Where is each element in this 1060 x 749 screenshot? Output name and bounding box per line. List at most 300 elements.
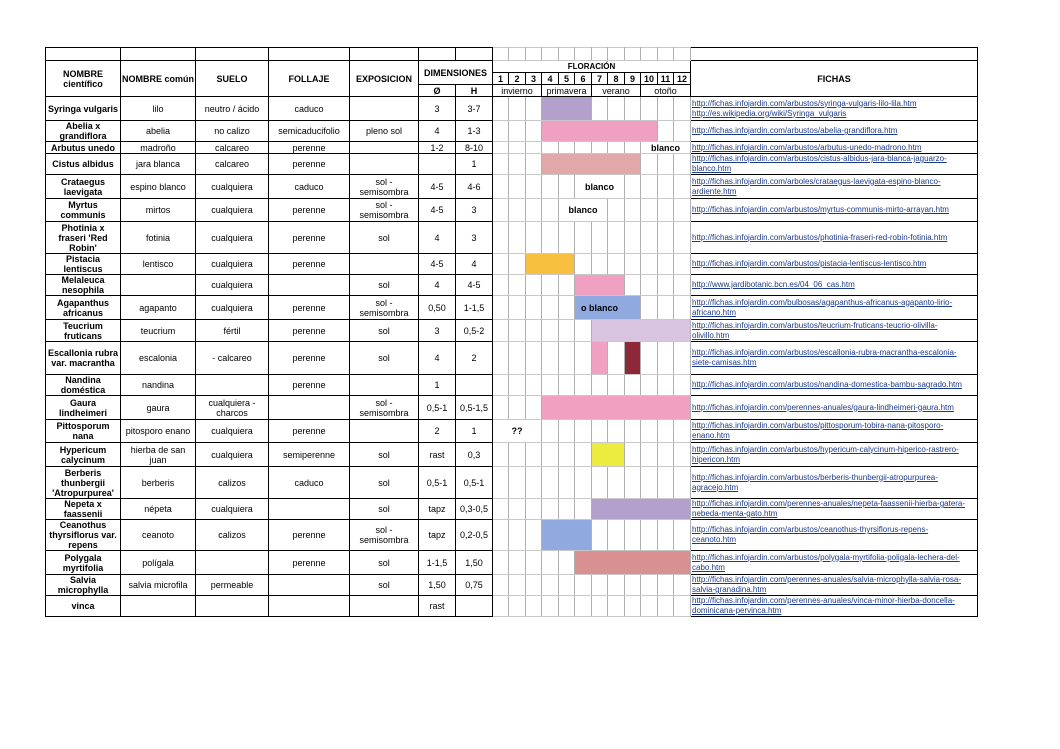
ficha-link[interactable]: http://fichas.infojardin.com/arbustos/pittosporum-tobira-nana-pitosporo- bbox=[692, 421, 944, 430]
exposure: sol - semisombra bbox=[350, 396, 419, 420]
ficha-link[interactable]: http://fichas.infojardin.com/arbustos/berberis-thunbergii-atropurpurea- bbox=[692, 472, 938, 482]
flowering-bar-month-11 bbox=[658, 499, 674, 520]
fichas-links bbox=[691, 467, 978, 499]
month-cell-4 bbox=[542, 222, 559, 254]
month-cell-9 bbox=[625, 222, 641, 254]
month-cell-2 bbox=[509, 342, 526, 375]
month-cell-3 bbox=[526, 275, 542, 296]
flowering-bar-month-8 bbox=[608, 320, 625, 342]
fichas-links bbox=[691, 154, 978, 175]
flowering-bar-month-3 bbox=[526, 254, 542, 275]
ficha-link[interactable]: enano.htm bbox=[692, 431, 730, 440]
foliage: perenne bbox=[269, 342, 350, 375]
fichas-links bbox=[691, 320, 978, 342]
col-nombre-comun: NOMBRE común bbox=[121, 61, 196, 97]
month-cell-11 bbox=[658, 296, 674, 320]
month-cell-3 bbox=[526, 154, 542, 175]
month-3: 3 bbox=[526, 73, 542, 85]
diameter: 0,5-1 bbox=[419, 396, 456, 420]
empty-header-row bbox=[46, 48, 978, 61]
exposure: sol bbox=[350, 342, 419, 375]
month-cell-6 bbox=[575, 443, 592, 467]
month-cell-2 bbox=[509, 396, 526, 420]
month-cell-5 bbox=[559, 275, 575, 296]
foliage: perenne bbox=[269, 154, 350, 175]
exposure: sol bbox=[350, 275, 419, 296]
scientific-name: Escallonia rubra var. macrantha bbox=[46, 342, 121, 375]
soil bbox=[196, 551, 269, 575]
ficha-link[interactable]: http://fichas.infojardin.com/arbustos/pistacia-lentiscus-lentisco.htm bbox=[692, 259, 927, 268]
flowering-bar-month-8 bbox=[608, 443, 625, 467]
flowering-bar-month-4 bbox=[542, 97, 559, 121]
month-cell-11 bbox=[658, 222, 674, 254]
flowering-bar-month-7 bbox=[592, 396, 608, 420]
height bbox=[456, 375, 493, 396]
ficha-link[interactable]: http://fichas.infojardin.com/arbustos/abelia-grandiflora.htm bbox=[692, 126, 898, 135]
scientific-name: vinca bbox=[46, 596, 121, 617]
ficha-link[interactable]: blanco.htm bbox=[692, 164, 732, 173]
month-cell-5 bbox=[559, 342, 575, 375]
month-cell-5 bbox=[559, 467, 575, 499]
diameter: 1,50 bbox=[419, 575, 456, 596]
month-cell-8 bbox=[608, 520, 625, 551]
month-cell-1 bbox=[493, 175, 509, 199]
scientific-name: Nandina doméstica bbox=[46, 375, 121, 396]
ficha-link[interactable]: http://fichas.infojardin.com/arbustos/escallonia-rubra-macrantha-escalonia- bbox=[692, 348, 957, 357]
flowering-bar-month-5 bbox=[559, 154, 575, 175]
flowering-bar-month-6 bbox=[575, 97, 592, 121]
month-cell-11 bbox=[658, 199, 674, 222]
month-cell-3 bbox=[526, 342, 542, 375]
table-row bbox=[46, 520, 978, 551]
floracion-spreadsheet bbox=[45, 47, 978, 617]
common-name: teucrium bbox=[121, 320, 196, 342]
flowering-bar-month-7 bbox=[592, 154, 608, 175]
scientific-name: Cistus albidus bbox=[46, 154, 121, 175]
scientific-name: Gaura lindheimeri bbox=[46, 396, 121, 420]
plant-rows bbox=[46, 97, 978, 617]
scientific-name: Berberis thunbergii 'Atropurpurea' bbox=[46, 467, 121, 499]
ficha-link[interactable]: http://fichas.infojardin.com/perennes-anuales/salvia-microphylla-salvia-rosa- bbox=[692, 575, 962, 584]
month-cell-3 bbox=[526, 199, 542, 222]
month-cell-6 bbox=[575, 342, 592, 375]
ficha-link[interactable]: siete-camisas.htm bbox=[692, 358, 757, 367]
flowering-bar-month-6 bbox=[575, 551, 592, 575]
diameter: 1 bbox=[419, 375, 456, 396]
month-cell-11 bbox=[658, 154, 674, 175]
soil: cualquiera bbox=[196, 420, 269, 443]
height: 0,5-2 bbox=[456, 320, 493, 342]
height: 1-3 bbox=[456, 121, 493, 142]
flowering-bar-month-7 bbox=[592, 320, 608, 342]
table-row bbox=[46, 121, 978, 142]
month-cell-4 bbox=[542, 142, 559, 154]
month-cell-12 bbox=[674, 443, 691, 467]
month-cell-4 bbox=[542, 175, 559, 199]
foliage bbox=[269, 499, 350, 520]
month-5: 5 bbox=[559, 73, 575, 85]
table-row bbox=[46, 254, 978, 275]
scientific-name: Abelia x grandiflora bbox=[46, 121, 121, 142]
month-cell-1 bbox=[493, 320, 509, 342]
height: 8-10 bbox=[456, 142, 493, 154]
ficha-link[interactable]: http://fichas.infojardin.com/perennes-anuales/nepeta-faassenii-hierba-gatera- bbox=[692, 499, 966, 508]
scientific-name: Syringa vulgaris bbox=[46, 97, 121, 121]
month-cell-5 bbox=[559, 596, 575, 617]
foliage: perenne bbox=[269, 199, 350, 222]
col-floracion: FLORACIÓN bbox=[493, 61, 691, 73]
flowering-bar-month-9 bbox=[625, 551, 641, 575]
ficha-link[interactable]: http://fichas.infojardin.com/bulbosas/agapanthus-africanus-agapanto-lirio- bbox=[692, 297, 953, 307]
common-name: jara blanca bbox=[121, 154, 196, 175]
table-row bbox=[46, 443, 978, 467]
month-cell-5 bbox=[559, 222, 575, 254]
exposure: sol - semisombra bbox=[350, 520, 419, 551]
ficha-link[interactable]: olivillo.htm bbox=[692, 330, 730, 340]
common-name: berberis bbox=[121, 467, 196, 499]
flowering-bar-month-9 bbox=[625, 121, 641, 142]
month-cell-3 bbox=[526, 320, 542, 342]
flowering-bar-month-7 bbox=[592, 499, 608, 520]
ficha-link[interactable]: ceanoto.htm bbox=[692, 535, 737, 544]
col-altura: H bbox=[456, 85, 493, 97]
ficha-link[interactable]: http://fichas.infojardin.com/arbustos/cistus-albidus-jara-blanca-jaguarzo- bbox=[692, 154, 947, 163]
fichas-links bbox=[691, 396, 978, 420]
foliage: caduco bbox=[269, 175, 350, 199]
month-cell-2 bbox=[509, 443, 526, 467]
soil: calcareo bbox=[196, 142, 269, 154]
flowering-bar-month-4 bbox=[542, 396, 559, 420]
flowering-bar-month-6 bbox=[575, 520, 592, 551]
common-name: ceanoto bbox=[121, 520, 196, 551]
soil: cualquiera bbox=[196, 443, 269, 467]
month-cell-4 bbox=[542, 420, 559, 443]
fichas-links bbox=[691, 296, 978, 320]
month-cell-11 bbox=[658, 467, 674, 499]
table-row bbox=[46, 396, 978, 420]
ficha-link[interactable]: nebeda-menta-gato.htm bbox=[692, 509, 778, 518]
table-row bbox=[46, 551, 978, 575]
diameter: 4 bbox=[419, 342, 456, 375]
common-name: espino blanco bbox=[121, 175, 196, 199]
month-cell-10 bbox=[641, 275, 658, 296]
soil: - calcareo bbox=[196, 342, 269, 375]
month-cell-2 bbox=[509, 97, 526, 121]
month-cell-9 bbox=[625, 275, 641, 296]
diameter: 3 bbox=[419, 97, 456, 121]
month-cell-10 bbox=[641, 596, 658, 617]
flowering-bar-month-5 bbox=[559, 97, 575, 121]
diameter: tapz bbox=[419, 499, 456, 520]
month-cell-10 bbox=[641, 342, 658, 375]
month-cell-3 bbox=[526, 222, 542, 254]
ficha-link[interactable]: http://fichas.infojardin.com/arbustos/nandina-domestica-bambu-sagrado.htm bbox=[692, 380, 962, 389]
month-4: 4 bbox=[542, 73, 559, 85]
month-cell-2 bbox=[509, 467, 526, 499]
month-cell-8 bbox=[608, 199, 625, 222]
month-cell-3 bbox=[526, 443, 542, 467]
month-cell-12 bbox=[674, 222, 691, 254]
month-cell-9 bbox=[625, 375, 641, 396]
common-name: pitosporo enano bbox=[121, 420, 196, 443]
month-cell-1 bbox=[493, 121, 509, 142]
month-cell-11 bbox=[658, 254, 674, 275]
diameter: 0,50 bbox=[419, 296, 456, 320]
common-name: népeta bbox=[121, 499, 196, 520]
diameter: 4-5 bbox=[419, 175, 456, 199]
month-cell-11 bbox=[658, 420, 674, 443]
month-cell-10 bbox=[641, 296, 658, 320]
month-cell-1 bbox=[493, 199, 509, 222]
month-cell-11 bbox=[658, 275, 674, 296]
exposure: sol - semisombra bbox=[350, 175, 419, 199]
month-cell-10 bbox=[641, 97, 658, 121]
month-cell-1 bbox=[493, 142, 509, 154]
month-cell-3 bbox=[526, 375, 542, 396]
month-11: 11 bbox=[658, 73, 674, 85]
season-invierno: invierno bbox=[493, 85, 542, 97]
common-name: mirtos bbox=[121, 199, 196, 222]
common-name: lentisco bbox=[121, 254, 196, 275]
ficha-link[interactable]: http://fichas.infojardin.com/arbustos/teucrium-fruticans-teucrio-olivilla- bbox=[692, 320, 938, 330]
month-cell-12 bbox=[674, 254, 691, 275]
month-cell-2 bbox=[509, 254, 526, 275]
common-name bbox=[121, 275, 196, 296]
col-diametro: Ø bbox=[419, 85, 456, 97]
exposure: pleno sol bbox=[350, 121, 419, 142]
month-cell-8 bbox=[608, 97, 625, 121]
month-cell-3 bbox=[526, 575, 542, 596]
month-cell-10 bbox=[641, 222, 658, 254]
common-name: polígala bbox=[121, 551, 196, 575]
table-row bbox=[46, 222, 978, 254]
flowering-bar-month-10 bbox=[641, 499, 658, 520]
height: 2 bbox=[456, 342, 493, 375]
diameter: 3 bbox=[419, 320, 456, 342]
diameter: 1-2 bbox=[419, 142, 456, 154]
month-cell-11 bbox=[658, 375, 674, 396]
month-cell-10 bbox=[641, 467, 658, 499]
month-cell-12 bbox=[674, 342, 691, 375]
flowering-bar-month-5 bbox=[559, 520, 575, 551]
month-6: 6 bbox=[575, 73, 592, 85]
flowering-bar-month-11 bbox=[658, 551, 674, 575]
foliage: perenne bbox=[269, 254, 350, 275]
month-cell-4 bbox=[542, 296, 559, 320]
scientific-name: Hypericum calycinum bbox=[46, 443, 121, 467]
month-cell-6 bbox=[575, 467, 592, 499]
exposure: sol bbox=[350, 575, 419, 596]
month-cell-9 bbox=[625, 175, 641, 199]
month-cell-7 bbox=[592, 420, 608, 443]
exposure: sol - semisombra bbox=[350, 199, 419, 222]
month-cell-3 bbox=[526, 551, 542, 575]
table-row bbox=[46, 375, 978, 396]
flowering-note: blanco bbox=[641, 142, 691, 154]
month-cell-3 bbox=[526, 296, 542, 320]
soil: neutro / ácido bbox=[196, 97, 269, 121]
month-cell-1 bbox=[493, 254, 509, 275]
ficha-link[interactable]: http://fichas.infojardin.com/arbustos/hypericum-calycinum-hiperico-rastrero- bbox=[692, 444, 959, 454]
foliage bbox=[269, 396, 350, 420]
month-cell-3 bbox=[526, 467, 542, 499]
height: 4 bbox=[456, 254, 493, 275]
ficha-link[interactable]: http://fichas.infojardin.com/arbustos/myrtus-communis-mirto-arrayan.htm bbox=[692, 205, 949, 214]
ficha-link[interactable]: http://fichas.infojardin.com/perennes-anuales/vinca-minor-hierba-doncella- bbox=[692, 596, 955, 605]
table-row bbox=[46, 199, 978, 222]
soil: cualquiera bbox=[196, 254, 269, 275]
height: 4-5 bbox=[456, 275, 493, 296]
month-cell-1 bbox=[493, 520, 509, 551]
ficha-link[interactable]: dominicana-pervinca.htm bbox=[692, 606, 782, 615]
ficha-link[interactable]: agracejo.htm bbox=[692, 482, 739, 492]
ficha-link[interactable]: http://fichas.infojardin.com/arboles/crataegus-laevigata-espino-blanco- bbox=[692, 176, 941, 186]
ficha-link[interactable]: http://www.jardibotanic.bcn.es/04_06_cas.htm bbox=[692, 280, 855, 289]
diameter: 4 bbox=[419, 275, 456, 296]
soil: cualquiera - charcos bbox=[196, 396, 269, 420]
height bbox=[456, 596, 493, 617]
month-cell-5 bbox=[559, 296, 575, 320]
ficha-link[interactable]: http://fichas.infojardin.com/arbustos/syringa-vulgaris-lilo-lila.htm bbox=[692, 98, 917, 108]
flowering-bar-month-7 bbox=[592, 275, 608, 296]
exposure: sol bbox=[350, 222, 419, 254]
foliage bbox=[269, 575, 350, 596]
ficha-link[interactable]: africano.htm bbox=[692, 307, 737, 317]
ficha-link[interactable]: http://fichas.infojardin.com/arbustos/arbutus-unedo-madrono.htm bbox=[692, 142, 922, 152]
flowering-bar-month-12 bbox=[674, 551, 691, 575]
month-cell-6 bbox=[575, 575, 592, 596]
month-cell-9 bbox=[625, 443, 641, 467]
month-cell-1 bbox=[493, 396, 509, 420]
month-cell-9 bbox=[625, 596, 641, 617]
height: 0,2-0,5 bbox=[456, 520, 493, 551]
height: 1,50 bbox=[456, 551, 493, 575]
foliage: perenne bbox=[269, 320, 350, 342]
fichas-links bbox=[691, 342, 978, 375]
month-cell-7 bbox=[592, 520, 608, 551]
month-cell-1 bbox=[493, 499, 509, 520]
soil: calizos bbox=[196, 467, 269, 499]
ficha-link[interactable]: hipericon.htm bbox=[692, 454, 741, 464]
month-cell-2 bbox=[509, 121, 526, 142]
flowering-bar-month-5 bbox=[559, 396, 575, 420]
diameter: 4-5 bbox=[419, 254, 456, 275]
month-cell-6 bbox=[575, 254, 592, 275]
month-cell-3 bbox=[526, 121, 542, 142]
foliage: semiperenne bbox=[269, 443, 350, 467]
height: 1 bbox=[456, 420, 493, 443]
flowering-note: ?? bbox=[493, 420, 542, 443]
month-cell-11 bbox=[658, 520, 674, 551]
soil: cualquiera bbox=[196, 275, 269, 296]
month-cell-10 bbox=[641, 420, 658, 443]
ficha-link[interactable]: http://fichas.infojardin.com/arbustos/polygala-myrtifolia-poligala-lechera-del- bbox=[692, 552, 960, 562]
scientific-name: Nepeta x faassenii bbox=[46, 499, 121, 520]
month-cell-9 bbox=[625, 142, 641, 154]
month-cell-1 bbox=[493, 275, 509, 296]
season-verano: verano bbox=[592, 85, 641, 97]
fichas-links bbox=[691, 499, 978, 520]
height: 3 bbox=[456, 222, 493, 254]
exposure bbox=[350, 375, 419, 396]
month-cell-9 bbox=[625, 520, 641, 551]
ficha-link[interactable]: http://fichas.infojardin.com/arbustos/photinia-fraseri-red-robin-fotinia.htm bbox=[692, 232, 948, 242]
month-cell-12 bbox=[674, 121, 691, 142]
flowering-bar-month-9 bbox=[625, 320, 641, 342]
month-cell-1 bbox=[493, 342, 509, 375]
month-cell-3 bbox=[526, 175, 542, 199]
table-row bbox=[46, 420, 978, 443]
month-cell-3 bbox=[526, 142, 542, 154]
table-row bbox=[46, 342, 978, 375]
flowering-bar-month-6 bbox=[575, 121, 592, 142]
exposure: sol bbox=[350, 443, 419, 467]
table-row bbox=[46, 320, 978, 342]
month-cell-3 bbox=[526, 596, 542, 617]
ficha-link[interactable]: http://fichas.infojardin.com/arbustos/ceanothus-thyrsiflorus-repens- bbox=[692, 525, 929, 534]
month-cell-11 bbox=[658, 443, 674, 467]
month-cell-9 bbox=[625, 420, 641, 443]
month-cell-12 bbox=[674, 420, 691, 443]
scientific-name: Pittosporum nana bbox=[46, 420, 121, 443]
scientific-name: Ceanothus thyrsiflorus var. repens bbox=[46, 520, 121, 551]
diameter bbox=[419, 154, 456, 175]
month-cell-5 bbox=[559, 142, 575, 154]
soil: fértil bbox=[196, 320, 269, 342]
month-cell-8 bbox=[608, 575, 625, 596]
table-row bbox=[46, 175, 978, 199]
month-cell-8 bbox=[608, 222, 625, 254]
month-cell-2 bbox=[509, 575, 526, 596]
month-cell-6 bbox=[575, 596, 592, 617]
month-cell-7 bbox=[592, 254, 608, 275]
common-name: lilo bbox=[121, 97, 196, 121]
soil: calcareo bbox=[196, 154, 269, 175]
diameter: tapz bbox=[419, 520, 456, 551]
month-cell-8 bbox=[608, 467, 625, 499]
flowering-note: blanco bbox=[575, 175, 625, 199]
col-exposicion: EXPOSICION bbox=[350, 61, 419, 97]
month-cell-12 bbox=[674, 467, 691, 499]
foliage: perenne bbox=[269, 222, 350, 254]
common-name: abelia bbox=[121, 121, 196, 142]
ficha-link[interactable]: ardiente.htm bbox=[692, 186, 737, 196]
ficha-link[interactable]: salvia-granadina.htm bbox=[692, 585, 767, 594]
flowering-bar-month-12 bbox=[674, 499, 691, 520]
month-cell-3 bbox=[526, 520, 542, 551]
flowering-bar-month-8 bbox=[608, 121, 625, 142]
flowering-bar-month-7 bbox=[592, 443, 608, 467]
month-cell-12 bbox=[674, 175, 691, 199]
ficha-link[interactable]: http://fichas.infojardin.com/perennes-anuales/gaura-lindheimeri-gaura.htm bbox=[692, 402, 954, 412]
common-name: hierba de san juan bbox=[121, 443, 196, 467]
month-cell-10 bbox=[641, 575, 658, 596]
flowering-bar-month-7 bbox=[592, 551, 608, 575]
month-cell-1 bbox=[493, 596, 509, 617]
month-cell-5 bbox=[559, 175, 575, 199]
soil: cualquiera bbox=[196, 222, 269, 254]
soil: no calizo bbox=[196, 121, 269, 142]
month-cell-4 bbox=[542, 575, 559, 596]
ficha-link[interactable]: http://es.wikipedia.org/wiki/Syringa_vulgaris bbox=[692, 108, 847, 118]
flowering-bar-month-4 bbox=[542, 154, 559, 175]
ficha-link[interactable]: cabo.htm bbox=[692, 562, 725, 572]
month-cell-12 bbox=[674, 154, 691, 175]
month-cell-2 bbox=[509, 154, 526, 175]
fichas-links bbox=[691, 420, 978, 443]
diameter: 1-1,5 bbox=[419, 551, 456, 575]
exposure: sol bbox=[350, 551, 419, 575]
